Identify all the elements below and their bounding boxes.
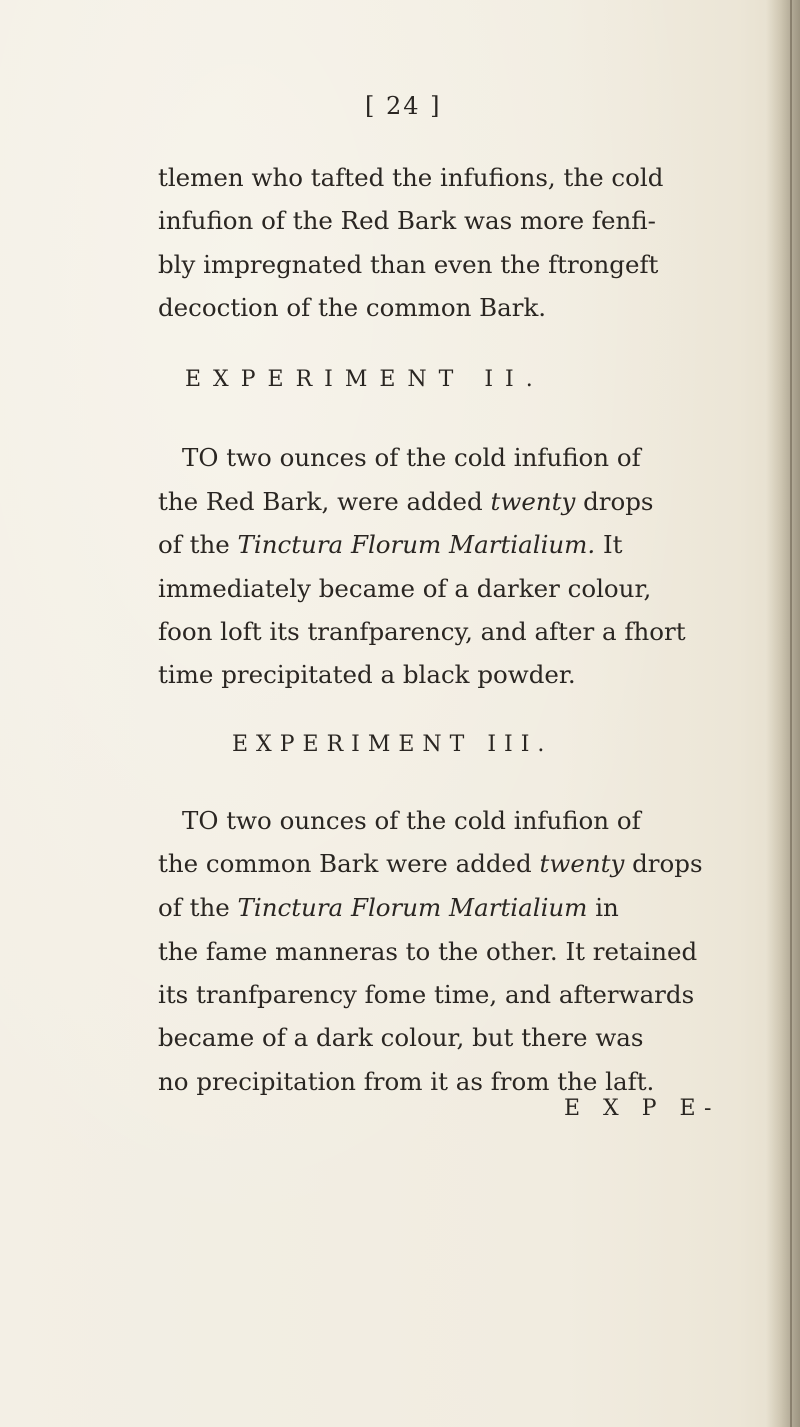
- exp3-line-3: of the Tinctura Florum Martialium in: [158, 893, 619, 922]
- para1-line-1: tlemen who tafted the infufions, the cold: [158, 163, 664, 192]
- experiment-2-heading: EXPERIMENT II.: [185, 367, 545, 392]
- exp3-line-2: the common Bark were added twenty drops: [158, 849, 703, 878]
- exp2-line-2: the Red Bark, were added twenty drops: [158, 487, 654, 516]
- exp3-line-6: became of a dark colour, but there was: [158, 1023, 644, 1052]
- exp3-line-1: TO two ounces of the cold infufion of: [182, 806, 641, 835]
- page-edge: [790, 0, 792, 1427]
- para1-line-3: bly impregnated than even the ftrongeft: [158, 250, 659, 279]
- exp2-line-6: time precipitated a black powder.: [158, 660, 576, 689]
- experiment-3-heading: EXPERIMENT III.: [232, 732, 553, 757]
- exp3-line-4: the fame manneras to the other. It retained: [158, 937, 698, 966]
- exp2-line-1: TO two ounces of the cold infufion of: [182, 443, 641, 472]
- exp3-line-5: its tranfparency fome time, and afterwards: [158, 980, 695, 1009]
- exp2-line-5: foon loft its tranfparency, and after a fhort: [158, 617, 686, 646]
- exp2-line-3: of the Tinctura Florum Martialium. It: [158, 530, 623, 559]
- page-gutter-shadow: [766, 0, 800, 1427]
- catchword: E X P E-: [564, 1096, 720, 1121]
- exp2-line-4: immediately became of a darker colour,: [158, 574, 652, 603]
- running-head-page-number: [ 24 ]: [365, 92, 442, 120]
- para1-line-2: infufion of the Red Bark was more fenfi-: [158, 206, 656, 235]
- para1-line-4: decoction of the common Bark.: [158, 293, 547, 322]
- exp3-line-7: no precipitation from it as from the laft.: [158, 1067, 655, 1096]
